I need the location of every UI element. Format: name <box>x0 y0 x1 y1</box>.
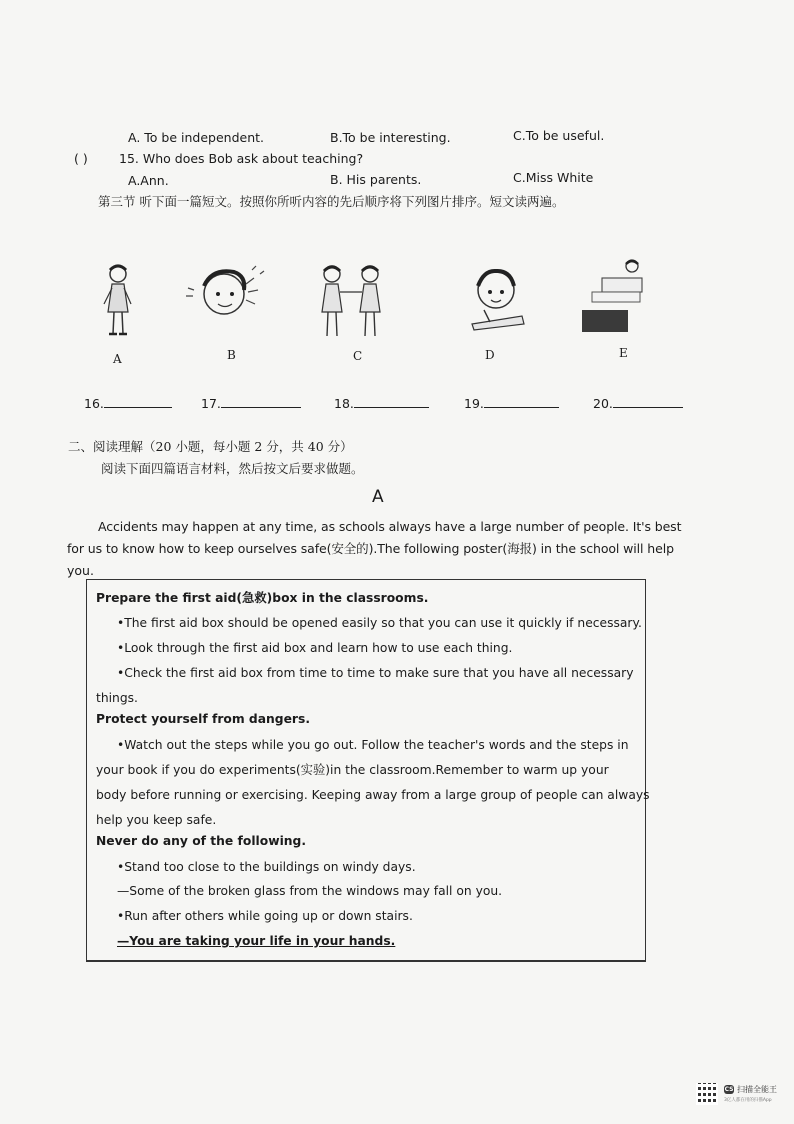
two-girls-icon <box>310 262 396 344</box>
poster-s3-item-1: •Stand too close to the buildings on windy days. <box>117 860 416 874</box>
poster-s1-item-2: •Look through the first aid box and learn how to use each thing. <box>117 641 513 655</box>
girl-standing-icon <box>98 262 138 346</box>
poster-s2-line-2: your book if you do experiments(实验)in the classroom.Remember to warm up your <box>96 763 609 777</box>
passage-intro-line-2: for us to know how to keep ourselves safe(安全的).The following poster(海报) in the school will help <box>67 541 674 556</box>
poster-s2-line-1: •Watch out the steps while you go out. Follow the teacher's words and the steps in <box>117 738 629 752</box>
poster-section-1-title: Prepare the first aid(急救)box in the classrooms. <box>96 591 429 605</box>
girl-writing-icon <box>466 266 528 332</box>
camscanner-logo-icon: CS <box>724 1086 734 1093</box>
q14-option-c: C.To be useful. <box>513 128 605 143</box>
poster-s1-item-3-cont: things. <box>96 691 138 705</box>
answer-slot-16[interactable]: 16. <box>84 396 172 411</box>
answer-slot-17[interactable]: 17. <box>201 396 301 411</box>
boy-face-icon <box>182 262 274 326</box>
q15-answer-bracket: ( ) <box>74 151 88 166</box>
poster-s1-item-3: •Check the first aid box from time to time to make sure that you have all necessary <box>117 666 634 680</box>
answer-slot-18[interactable]: 18. <box>334 396 429 411</box>
picture-label-c: C <box>353 349 363 363</box>
passage-intro <box>67 516 695 582</box>
safety-poster <box>86 579 650 962</box>
passage-intro-line-1: Accidents may happen at any time, as schools always have a large number of people. It's best <box>98 519 682 534</box>
poster-s1-item-1: •The first aid box should be opened easily so that you can use it quickly if necessary. <box>117 616 642 630</box>
poster-s2-line-3: body before running or exercising. Keeping away from a large group of people can always <box>96 788 650 802</box>
picture-label-a: A <box>113 352 122 366</box>
section3-instruction: 第三节 听下面一篇短文。按照你所听内容的先后顺序将下列图片排序。短文读两遍。 <box>98 194 565 209</box>
poster-section-2-title: Protect yourself from dangers. <box>96 712 310 726</box>
picture-label-b: B <box>227 348 236 362</box>
answer-slot-19[interactable]: 19. <box>464 396 559 411</box>
watermark-name: 扫描全能王 <box>737 1085 777 1094</box>
poster-s3-item-2: —Some of the broken glass from the windows may fall on you. <box>117 884 503 898</box>
poster-s2-line-4: help you keep safe. <box>96 813 217 827</box>
reading-instruction: 阅读下面四篇语言材料，然后按文后要求做题。 <box>101 461 364 476</box>
passage-intro-line-3: you. <box>67 563 94 578</box>
reading-section-heading: 二、阅读理解（20 小题，每小题 2 分，共 40 分） <box>68 439 353 454</box>
q15-option-b: B. His parents. <box>330 172 422 187</box>
answer-slot-20[interactable]: 20. <box>593 396 683 411</box>
poster-s3-item-4: —You are taking your life in your hands. <box>117 934 396 948</box>
picture-label-e: E <box>619 346 628 360</box>
poster-section-3-title: Never do any of the following. <box>96 834 307 848</box>
watermark-sub: 3亿人都在用的扫描App <box>724 1098 772 1103</box>
picture-label-d: D <box>485 348 495 362</box>
q14-option-a: A. To be independent. <box>128 130 264 145</box>
q14-option-b: B.To be interesting. <box>330 130 451 145</box>
passage-label: A <box>372 487 384 507</box>
q15-option-c: C.Miss White <box>513 170 594 185</box>
child-at-desk-icon <box>578 256 650 334</box>
poster-s3-item-3: •Run after others while going up or down stairs. <box>117 909 413 923</box>
q15-stem: 15. Who does Bob ask about teaching? <box>119 151 364 166</box>
q15-option-a: A.Ann. <box>128 173 169 188</box>
qr-code-icon <box>696 1083 718 1105</box>
